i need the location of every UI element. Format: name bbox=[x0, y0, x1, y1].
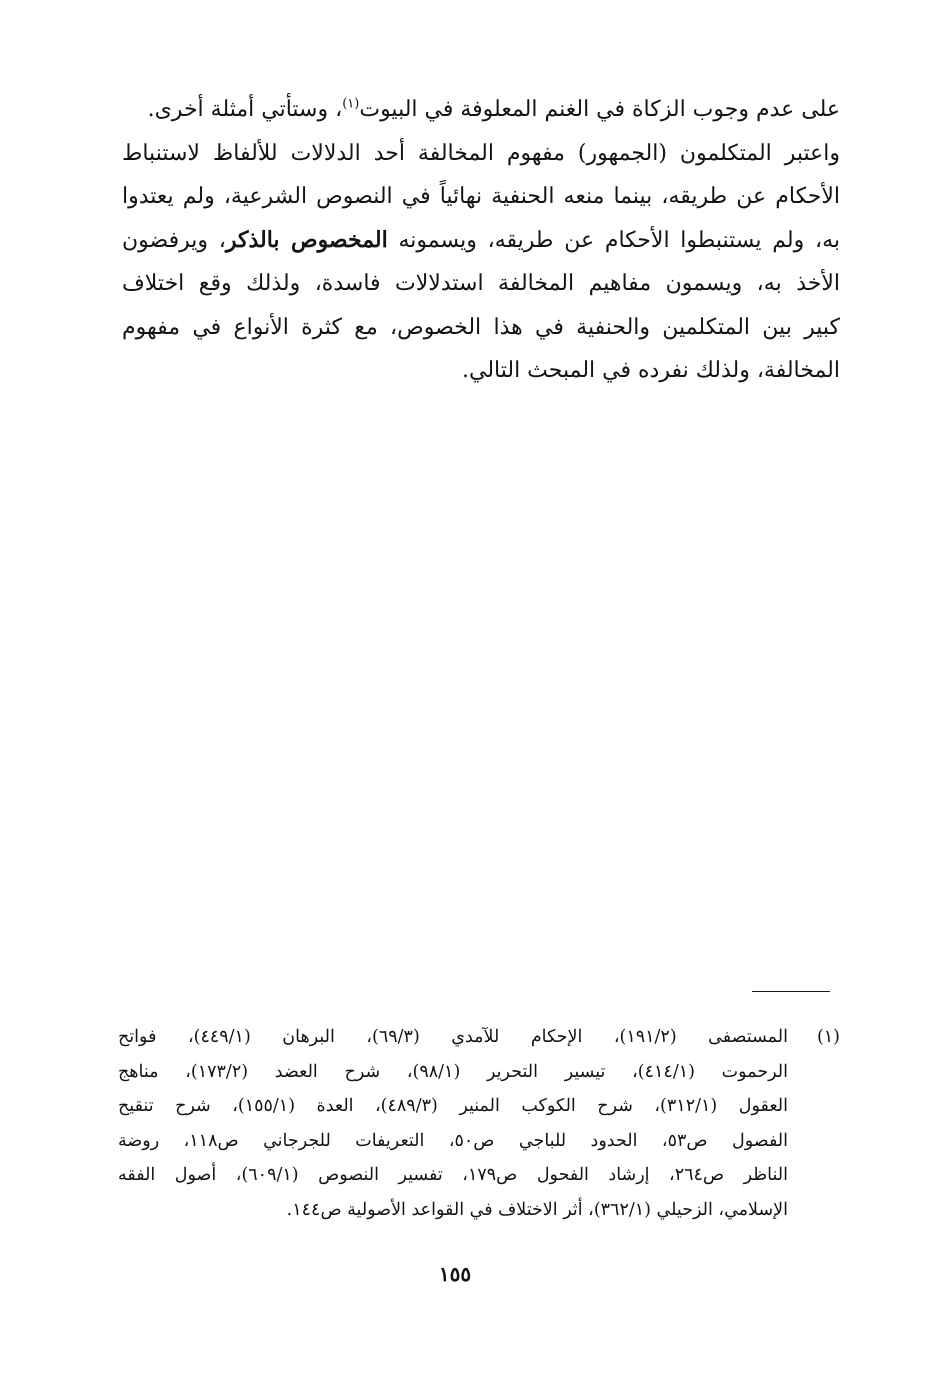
bold-term: المخصوص بالذكر bbox=[225, 226, 388, 253]
footnote-reference: (١) bbox=[342, 96, 360, 112]
footnote-body bbox=[118, 1020, 788, 1228]
footnote-number: (١) bbox=[816, 1027, 840, 1047]
paragraph-line-4: به، ولم يستنبطوا الأحكام عن طريقه، ويسمونه المخصوص بالذكر، ويرفضون bbox=[122, 226, 840, 253]
paragraph-line-5: الأخذ به، ويسمون مفاهيم المخالفة استدلالات فاسدة، ولذلك وقع اختلاف bbox=[122, 271, 840, 296]
paragraph-line-3: الأحكام عن طريقه، بينما منعه الحنفية نهائياً في النصوص الشرعية، ولم يعتدوا bbox=[122, 184, 840, 209]
paragraph-line-2: واعتبر المتكلمون (الجمهور) مفهوم المخالفة أحد الدلالات للألفاظ لاستنباط bbox=[122, 140, 840, 166]
footnote-separator bbox=[752, 991, 830, 992]
paragraph-line-1: على عدم وجوب الزكاة في الغنم المعلوفة في البيوت$^{(١)}$، وستأتي أمثلة أخرى. bbox=[147, 96, 840, 122]
page-number: ١٥٥ bbox=[438, 1262, 472, 1286]
footnote-line-6: الإسلامي، الزحيلي (٣٦٢/١)، أثر الاختلاف في القواعد الأصولية ص١٤٤. bbox=[286, 1199, 788, 1220]
footnote-line-3: العقول (٣١٢/١)، شرح الكوكب المنير (٤٨٩/٣)، العدة (١٥٥/١)، شرح تنقيح bbox=[118, 1096, 788, 1117]
paragraph-line-7: المخالفة، ولذلك نفرده في المبحث التالي. bbox=[462, 358, 840, 383]
footnote-line-5: الناظر ص٢٦٤، إرشاد الفحول ص١٧٩، تفسير النصوص (٦٠٩/١)، أصول الفقه bbox=[118, 1165, 788, 1186]
footnote-line-4: الفصول ص٥٣، الحدود للباجي ص٥٠، التعريفات للجرجاني ص١١٨، روضة bbox=[118, 1130, 788, 1151]
main-text bbox=[122, 88, 840, 393]
footnote bbox=[118, 1020, 840, 1228]
footnote-line-1: المستصفى (١٩١/٢)، الإحكام للآمدي (٦٩/٣)، البرهان (٤٤٩/١)، فواتح bbox=[118, 1027, 788, 1047]
footnote-line-2: الرحموت (٤١٤/١)، تيسير التحرير (٩٨/١)، شرح العضد (١٧٣/٢)، مناهج bbox=[118, 1061, 788, 1082]
paragraph-line-6: كبير بين المتكلمين والحنفية في هذا الخصوص، مع كثرة الأنواع في مفهوم bbox=[122, 314, 840, 340]
